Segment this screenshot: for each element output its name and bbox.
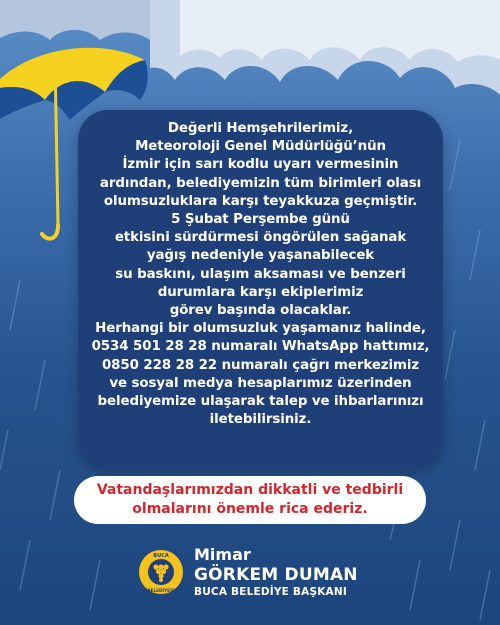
text-line: İzmir için sarı kodlu uyarı vermesinin — [122, 157, 399, 173]
text-line: belediyemize ulaşarak talep ve ihbarlarınızı — [97, 394, 424, 410]
text-line: durumlara karşı ekiplerimiz — [157, 284, 364, 300]
mayor-name: GÖRKEM DUMAN — [194, 565, 358, 585]
text-line: 0534 501 28 28 numaralı WhatsApp hattımız, — [91, 339, 430, 355]
text-line: 5 Şubat Perşembe günü — [171, 212, 350, 228]
text-line: olumsuzluklara karşı teyakkuza geçmiştir. — [103, 193, 418, 209]
text-line: su baskını, ulaşım aksaması ve benzeri — [115, 266, 406, 282]
logo-top-text: BUCA — [153, 553, 169, 559]
text-line: görev başında olacaklar. — [169, 303, 352, 319]
text-line: ardından, belediyemizin tüm birimleri olası — [99, 175, 422, 191]
text-line: Herhangi bir olumsuzluk yaşamanız halinde, — [95, 321, 426, 337]
buca-logo-icon — [138, 549, 184, 595]
text-line: Meteoroloji Genel Müdürlüğü’nün — [135, 139, 386, 155]
logo-bottom-text: BELEDİYESİ — [147, 588, 175, 593]
mayor-info — [194, 545, 358, 599]
text-line: ve sosyal medya hesaplarımız üzerinden — [109, 375, 412, 391]
warning-banner — [74, 476, 426, 524]
signature-block — [138, 545, 378, 607]
announcement-text — [78, 120, 443, 429]
text-line: etkisini sürdürmesi öngörülen sağanak — [114, 230, 407, 246]
mayor-role: BUCA BELEDİYE BAŞKANI — [194, 586, 347, 598]
text-line: Değerli Hemşehrilerimiz, — [167, 121, 354, 136]
text-line: iletebilirsiniz. — [209, 412, 312, 428]
text-line: 0850 228 28 22 numaralı çağrı merkezimiz — [101, 357, 420, 373]
text-line: yağış nedeniyle yaşanabilecek — [146, 248, 375, 264]
warning-line: olmalarını önemle rica ederiz. — [132, 501, 368, 517]
warning-line: Vatandaşlarımızdan dikkatli ve tedbirli — [96, 482, 404, 498]
mayor-title: Mimar — [194, 545, 251, 564]
